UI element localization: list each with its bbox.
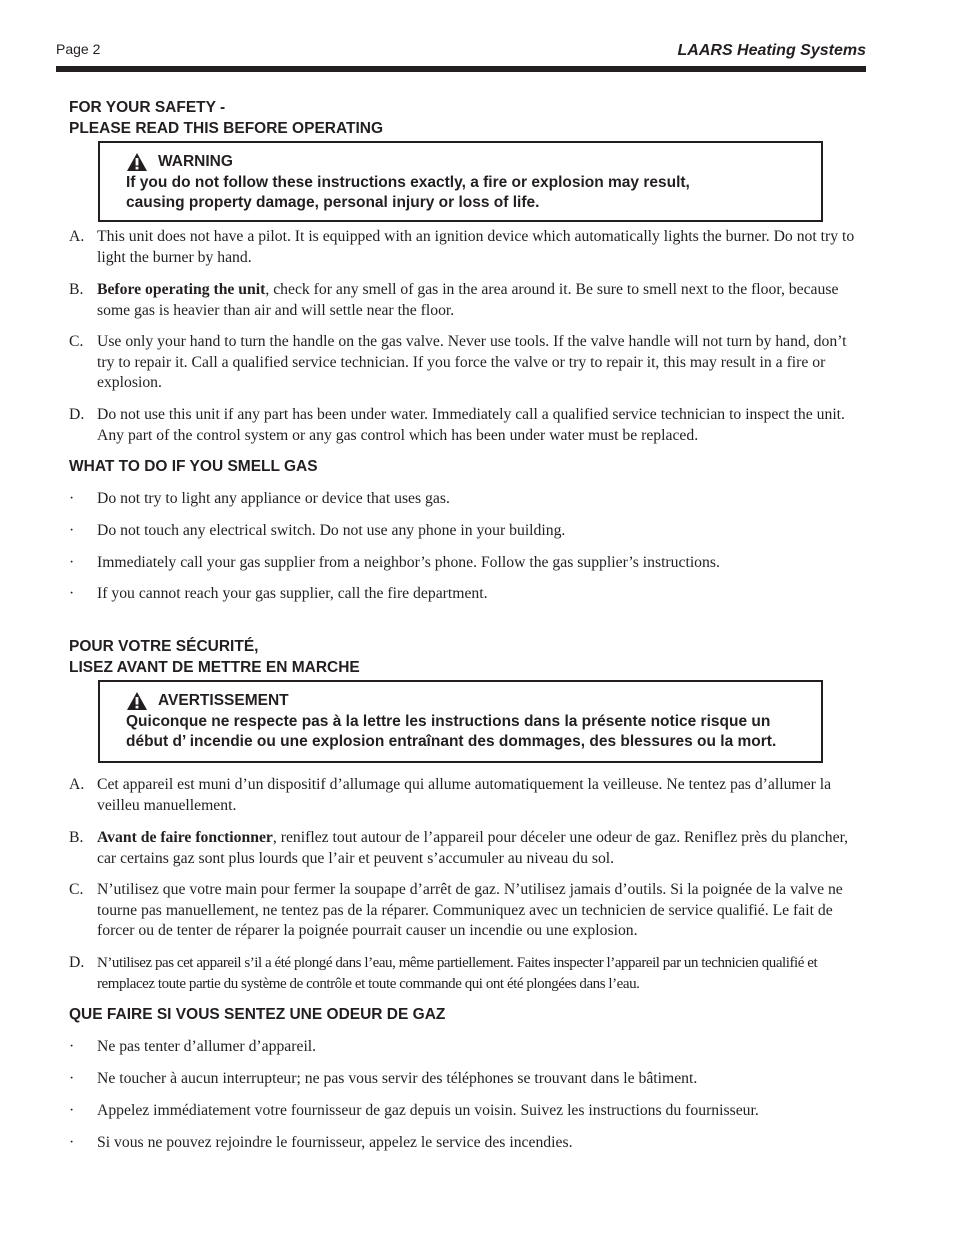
- item-bold: Before operating the unit: [97, 281, 266, 298]
- safety-heading-line1: FOR YOUR SAFETY -: [69, 99, 226, 116]
- bullet-mark: ·: [69, 554, 75, 571]
- item-label: A.: [69, 776, 85, 793]
- list-item: [69, 405, 861, 446]
- bullet-mark: ·: [69, 490, 75, 507]
- item-label: C.: [69, 333, 84, 350]
- bullet-mark: ·: [69, 522, 75, 539]
- warning-triangle-icon: [126, 152, 148, 172]
- odeur-gaz-heading: QUE FAIRE SI VOUS SENTEZ UNE ODEUR DE GAZ: [69, 1006, 446, 1023]
- avertissement-title: [126, 690, 821, 712]
- list-item: [69, 280, 861, 321]
- bullet-mark: ·: [69, 1038, 75, 1055]
- item-label: D.: [69, 954, 85, 971]
- warning-box: [98, 141, 823, 222]
- page-number: Page 2: [56, 41, 101, 57]
- item-text: [97, 280, 861, 321]
- bullet-text: Ne toucher à aucun interrupteur; ne pas vous servir des téléphones se trouvant dans le bâtiment.: [97, 1070, 698, 1087]
- item-text: N’utilisez pas cet appareil s’il a été plongé dans l’eau, même partiellement. Faites inspecter l’appareil par un technicien qualifié et remplacez toute partie du système de contrôle et toute commande qui ont été plongées dans l’eau.: [97, 955, 818, 992]
- item-label: D.: [69, 406, 85, 423]
- list-item: [69, 489, 861, 510]
- bullet-mark: ·: [69, 1134, 75, 1151]
- avertissement-text-line2: début d’ incendie ou une explosion entraînant des dommages, des blessures ou la mort.: [126, 733, 777, 750]
- item-label: A.: [69, 228, 85, 245]
- list-item: [69, 828, 861, 869]
- bullet-text: Immediately call your gas supplier from a neighbor’s phone. Follow the gas supplier’s instructions.: [97, 554, 720, 571]
- safety-heading-line2: PLEASE READ THIS BEFORE OPERATING: [69, 120, 384, 137]
- item-text: Use only your hand to turn the handle on the gas valve. Never use tools. If the valve handle will not turn by hand, don’t try to repair it. Call a qualified service technician. If you force the valve or try to repair it, this may result in a fire or explosion.: [97, 333, 847, 391]
- item-text-rest: , check for any smell of gas in the area around it. Be sure to smell next to the floor, because some gas is heavier than air and will settle near the floor.: [97, 281, 839, 319]
- list-item: [69, 1133, 861, 1154]
- brand-title: LAARS Heating Systems: [677, 42, 866, 59]
- warning-title-label: WARNING: [158, 153, 233, 170]
- safety-heading: [69, 97, 383, 139]
- bullet-text: Do not try to light any appliance or device that uses gas.: [97, 490, 450, 507]
- list-item: [69, 227, 861, 268]
- bullet-text: Do not touch any electrical switch. Do not use any phone in your building.: [97, 522, 566, 539]
- avertissement-box: [98, 680, 823, 763]
- header-rule: [56, 66, 866, 72]
- list-item: [69, 1037, 861, 1058]
- item-text: Do not use this unit if any part has been under water. Immediately call a qualified service technician to inspect the unit. Any part of the control system or any gas control which has been under water must be replaced.: [97, 406, 845, 444]
- warning-text-line1: If you do not follow these instructions exactly, a fire or explosion may result,: [126, 174, 690, 191]
- avertissement-text-line1: Quiconque ne respecte pas à la lettre les instructions dans la présente notice risque un: [126, 713, 771, 730]
- securite-heading-line1: POUR VOTRE SÉCURITÉ,: [69, 638, 259, 655]
- bullet-text: Ne pas tenter d’allumer d’appareil.: [97, 1038, 317, 1055]
- list-item: [69, 1069, 861, 1090]
- avertissement-text: [126, 712, 821, 752]
- list-item: [69, 775, 861, 816]
- item-label: B.: [69, 281, 84, 298]
- bullet-text: Si vous ne pouvez rejoindre le fournisseur, appelez le service des incendies.: [97, 1134, 573, 1151]
- smell-gas-heading: WHAT TO DO IF YOU SMELL GAS: [69, 458, 318, 475]
- list-item: [69, 953, 861, 994]
- item-label: B.: [69, 829, 84, 846]
- warning-text-line2: causing property damage, personal injury or loss of life.: [126, 194, 540, 211]
- securite-heading-line2: LISEZ AVANT DE METTRE EN MARCHE: [69, 659, 360, 676]
- item-text: [97, 828, 861, 869]
- item-text: Cet appareil est muni d’un dispositif d’allumage qui allume automatiquement la veilleuse. Ne tentez pas d’allumer la veilleu manuellement.: [97, 776, 832, 814]
- list-item: [69, 1101, 861, 1122]
- item-text: N’utilisez que votre main pour fermer la soupape d’arrêt de gaz. N’utilisez jamais d’outils. Si la poignée de la valve ne tourne pas manuellement, ne tentez pas de la réparer. Communiquez avec un technicien de service qualifié. Le fait de forcer ou de tenter de réparer la poignée pourrait causer un incendie ou une explosion.: [97, 881, 843, 939]
- bullet-text: If you cannot reach your gas supplier, call the fire department.: [97, 585, 488, 602]
- warning-title: [126, 151, 821, 173]
- list-item: [69, 332, 861, 394]
- avertissement-title-label: AVERTISSEMENT: [158, 692, 289, 709]
- item-text: This unit does not have a pilot. It is equipped with an ignition device which automatically lights the burner. Do not try to light the burner by hand.: [97, 228, 855, 266]
- securite-heading: [69, 636, 360, 678]
- list-item: [69, 553, 861, 574]
- list-item: [69, 584, 861, 605]
- warning-triangle-icon: [126, 691, 148, 711]
- bullet-mark: ·: [69, 1102, 75, 1119]
- item-text-rest: , reniflez tout autour de l’appareil pour déceler une odeur de gaz. Reniflez près du plancher, car certains gaz sont plus lourds que l’air et peuvent s’accumuler au niveau du sol.: [97, 829, 849, 867]
- list-item: [69, 521, 861, 542]
- bullet-mark: ·: [69, 585, 75, 602]
- list-item: [69, 880, 861, 942]
- item-bold: Avant de faire fonctionner: [97, 829, 273, 846]
- item-label: C.: [69, 881, 84, 898]
- warning-text: [126, 173, 821, 213]
- bullet-text: Appelez immédiatement votre fournisseur de gaz depuis un voisin. Suivez les instructions du fournisseur.: [97, 1102, 759, 1119]
- bullet-mark: ·: [69, 1070, 75, 1087]
